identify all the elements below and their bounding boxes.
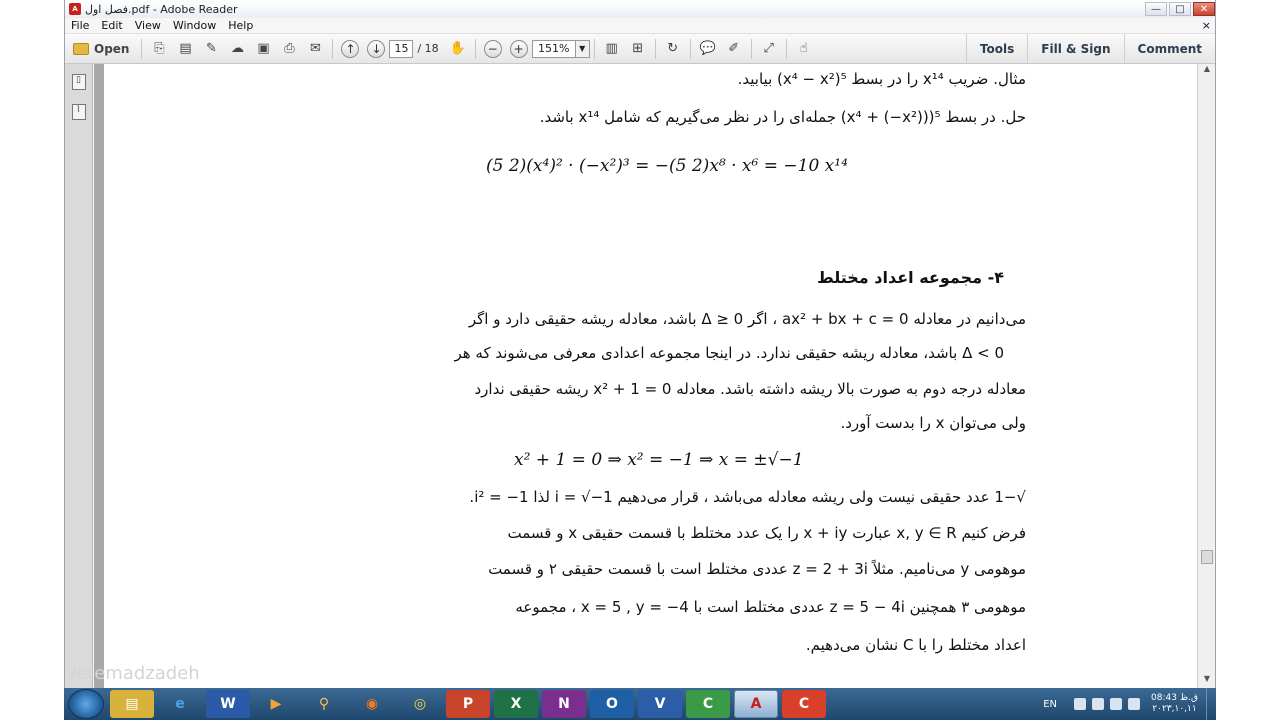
media-player-icon[interactable]: ▶ bbox=[270, 696, 282, 712]
internet-explorer-icon[interactable]: e bbox=[175, 696, 185, 712]
paragraph-line: اعداد مختلط را با C نشان می‌دهیم. bbox=[805, 636, 1026, 654]
menu-file[interactable]: File bbox=[71, 19, 90, 32]
paragraph-line: Δ < 0 باشد، معادله ریشه حقیقی ندارد. در اینجا مجموعه اعدادی معرفی می‌شوند که هر bbox=[454, 344, 1004, 362]
highlight-icon[interactable]: ✐ bbox=[728, 41, 740, 56]
menu-help[interactable]: Help bbox=[228, 19, 254, 32]
example-line: مثال. ضریب x¹⁴ را در بسط ⁵(x⁴ − x²) بیابید. bbox=[737, 70, 1026, 88]
document-page bbox=[104, 64, 1198, 688]
scroll-up-icon[interactable]: ▲ bbox=[1203, 64, 1211, 73]
toolbar bbox=[65, 34, 1215, 64]
powerpoint-icon[interactable]: P bbox=[446, 690, 490, 718]
start-button[interactable] bbox=[68, 689, 104, 719]
close-button[interactable]: ✕ bbox=[1193, 2, 1215, 16]
language-indicator[interactable]: EN bbox=[1043, 698, 1058, 710]
fullscreen-icon[interactable]: ⤢ bbox=[763, 41, 774, 56]
navigation-pane bbox=[65, 64, 93, 688]
chrome-icon[interactable]: ◎ bbox=[413, 696, 427, 712]
solution-line: حل. در بسط ⁵((x⁴ + (−x²)) جمله‌ای را در نظر می‌گیریم که شامل x¹⁴ باشد. bbox=[539, 108, 1026, 126]
tray-arrow-icon[interactable] bbox=[1074, 698, 1086, 710]
zoom-out-icon[interactable]: − bbox=[482, 38, 504, 60]
toolbar-divider bbox=[141, 39, 142, 59]
comment-button[interactable]: Comment bbox=[1124, 34, 1215, 64]
binomial-formula: (5 2)(x⁴)² · (−x²)³ = −(5 2)x⁸ · x⁶ = −10 x¹⁴ bbox=[486, 156, 848, 176]
document-close-icon[interactable]: × bbox=[1201, 19, 1211, 32]
page-thumbnails-icon[interactable]: ▯ bbox=[72, 74, 86, 90]
screen-margin-left bbox=[0, 0, 64, 720]
paragraph-line: √−1 عدد حقیقی نیست ولی ریشه معادله می‌باشد ، قرار می‌دهیم i = √−1 لذا i² = −1. bbox=[469, 488, 1026, 506]
paragraph-line: فرض کنیم x, y ∈ R عبارت x + iy را یک عدد مختلط با قسمت حقیقی x و قسمت bbox=[507, 524, 1026, 542]
menu-window[interactable]: Window bbox=[172, 19, 217, 32]
clock[interactable] bbox=[1151, 693, 1198, 715]
paragraph-line: ولی می‌توان x را بدست آورد. bbox=[840, 414, 1026, 432]
prev-page-icon[interactable]: ↑ bbox=[339, 38, 361, 60]
task-pane-buttons bbox=[966, 34, 1215, 64]
create-pdf-icon[interactable]: ⎘ bbox=[154, 41, 165, 56]
camtasia-recorder-icon[interactable]: C bbox=[782, 690, 826, 718]
channel-watermark: /etemadzadeh bbox=[70, 663, 200, 684]
page-gutter bbox=[94, 64, 104, 688]
page-number-input[interactable]: 15 bbox=[389, 40, 413, 58]
toolbar-divider bbox=[332, 39, 333, 59]
excel-icon[interactable]: X bbox=[494, 690, 538, 718]
paragraph-line: موهومی ۳ همچنین z = 5 − 4i عددی مختلط است با x = 5 , y = −4 ، مجموعه bbox=[515, 598, 1026, 616]
maximize-button[interactable]: □ bbox=[1169, 2, 1191, 16]
pdf-app-icon: A bbox=[69, 3, 81, 15]
acrobat-taskbar-icon[interactable]: A bbox=[734, 690, 778, 718]
paragraph-line: معادله درجه دوم به صورت بالا ریشه داشته باشد. معادله x² + 1 = 0 ریشه حقیقی ندارد bbox=[474, 380, 1026, 398]
total-pages: / 18 bbox=[417, 42, 439, 55]
folder-icon bbox=[73, 43, 89, 55]
print-icon[interactable]: ⎙ bbox=[284, 41, 295, 56]
menu-view[interactable]: View bbox=[134, 19, 161, 32]
fit-width-icon[interactable]: ⊞ bbox=[632, 41, 644, 56]
taskbar bbox=[64, 688, 1216, 720]
minimize-button[interactable]: — bbox=[1145, 2, 1167, 16]
window-title: فصل اول.pdf - Adobe Reader bbox=[85, 2, 238, 16]
screen-margin-right bbox=[1216, 0, 1280, 720]
save-icon[interactable]: ▣ bbox=[257, 41, 270, 56]
hand-tool-icon[interactable]: ✋ bbox=[449, 41, 466, 56]
word-icon[interactable]: W bbox=[206, 690, 250, 718]
toolbar-divider bbox=[655, 39, 656, 59]
rotate-icon[interactable]: ↻ bbox=[667, 41, 679, 56]
menu-edit[interactable]: Edit bbox=[101, 19, 123, 32]
toolbar-divider bbox=[751, 39, 752, 59]
vertical-scrollbar[interactable] bbox=[1197, 64, 1215, 688]
show-desktop-button[interactable] bbox=[1206, 688, 1216, 720]
visio-icon[interactable]: V bbox=[638, 690, 682, 718]
reader-window bbox=[64, 0, 1216, 688]
edit-icon[interactable]: ✎ bbox=[206, 41, 217, 56]
fill-sign-button[interactable]: Fill & Sign bbox=[1027, 34, 1123, 64]
onenote-icon[interactable]: N bbox=[542, 690, 586, 718]
system-tray bbox=[1037, 688, 1216, 720]
complex-root-formula: x² + 1 = 0 ⇒ x² = −1 ⇒ x = ±√−1 bbox=[514, 450, 804, 470]
open-label: Open bbox=[94, 41, 130, 56]
toolbar-divider bbox=[475, 39, 476, 59]
file-explorer-icon[interactable]: ▤ bbox=[110, 690, 154, 718]
toolbar-divider bbox=[594, 39, 595, 59]
section-heading: ۴- مجموعه اعداد مختلط bbox=[817, 268, 1004, 287]
combine-icon[interactable]: ▤ bbox=[179, 41, 192, 56]
paragraph-line: موهومی y می‌نامیم. مثلاً z = 2 + 3i عددی مختلط است با قسمت حقیقی ۲ و قسمت bbox=[488, 560, 1026, 578]
battery-icon[interactable] bbox=[1128, 698, 1140, 710]
attachments-icon[interactable]: ⌇ bbox=[72, 104, 86, 120]
zoom-in-icon[interactable]: + bbox=[508, 38, 530, 60]
title-bar bbox=[65, 0, 1215, 18]
scrollbar-thumb[interactable] bbox=[1201, 550, 1213, 564]
outlook-icon[interactable]: O bbox=[590, 690, 634, 718]
toolbar-divider bbox=[786, 39, 787, 59]
clock-date: ۲۰۲۳,۱۰,۱۱ bbox=[1152, 704, 1197, 714]
tools-button[interactable]: Tools bbox=[966, 34, 1027, 64]
comment-icon[interactable]: 💬 bbox=[699, 41, 716, 56]
paragraph-line: می‌دانیم در معادله ax² + bx + c = 0 ، اگر Δ ≥ 0 باشد، معادله ریشه حقیقی دارد و اگر bbox=[468, 310, 1026, 328]
toolbar-divider bbox=[690, 39, 691, 59]
fit-page-icon[interactable]: ▥ bbox=[605, 41, 618, 56]
zoom-dropdown-icon[interactable]: ▼ bbox=[576, 40, 590, 58]
volume-icon[interactable] bbox=[1110, 698, 1122, 710]
network-icon[interactable] bbox=[1092, 698, 1104, 710]
email-icon[interactable]: ✉ bbox=[310, 41, 321, 56]
search-icon[interactable]: ⚲ bbox=[318, 696, 330, 712]
touch-mode-icon[interactable]: ☝ bbox=[799, 41, 808, 56]
next-page-icon[interactable]: ↓ bbox=[365, 38, 387, 60]
camtasia-icon[interactable]: C bbox=[686, 690, 730, 718]
clock-time: 08:43 ق.ظ bbox=[1151, 693, 1198, 703]
scroll-down-icon[interactable]: ▼ bbox=[1203, 674, 1211, 683]
open-button[interactable] bbox=[67, 38, 135, 60]
menu-bar bbox=[65, 18, 1215, 34]
firefox-icon[interactable]: ◉ bbox=[365, 696, 379, 712]
cloud-upload-icon[interactable]: ☁ bbox=[230, 41, 244, 56]
zoom-input[interactable]: 151% bbox=[532, 40, 576, 58]
